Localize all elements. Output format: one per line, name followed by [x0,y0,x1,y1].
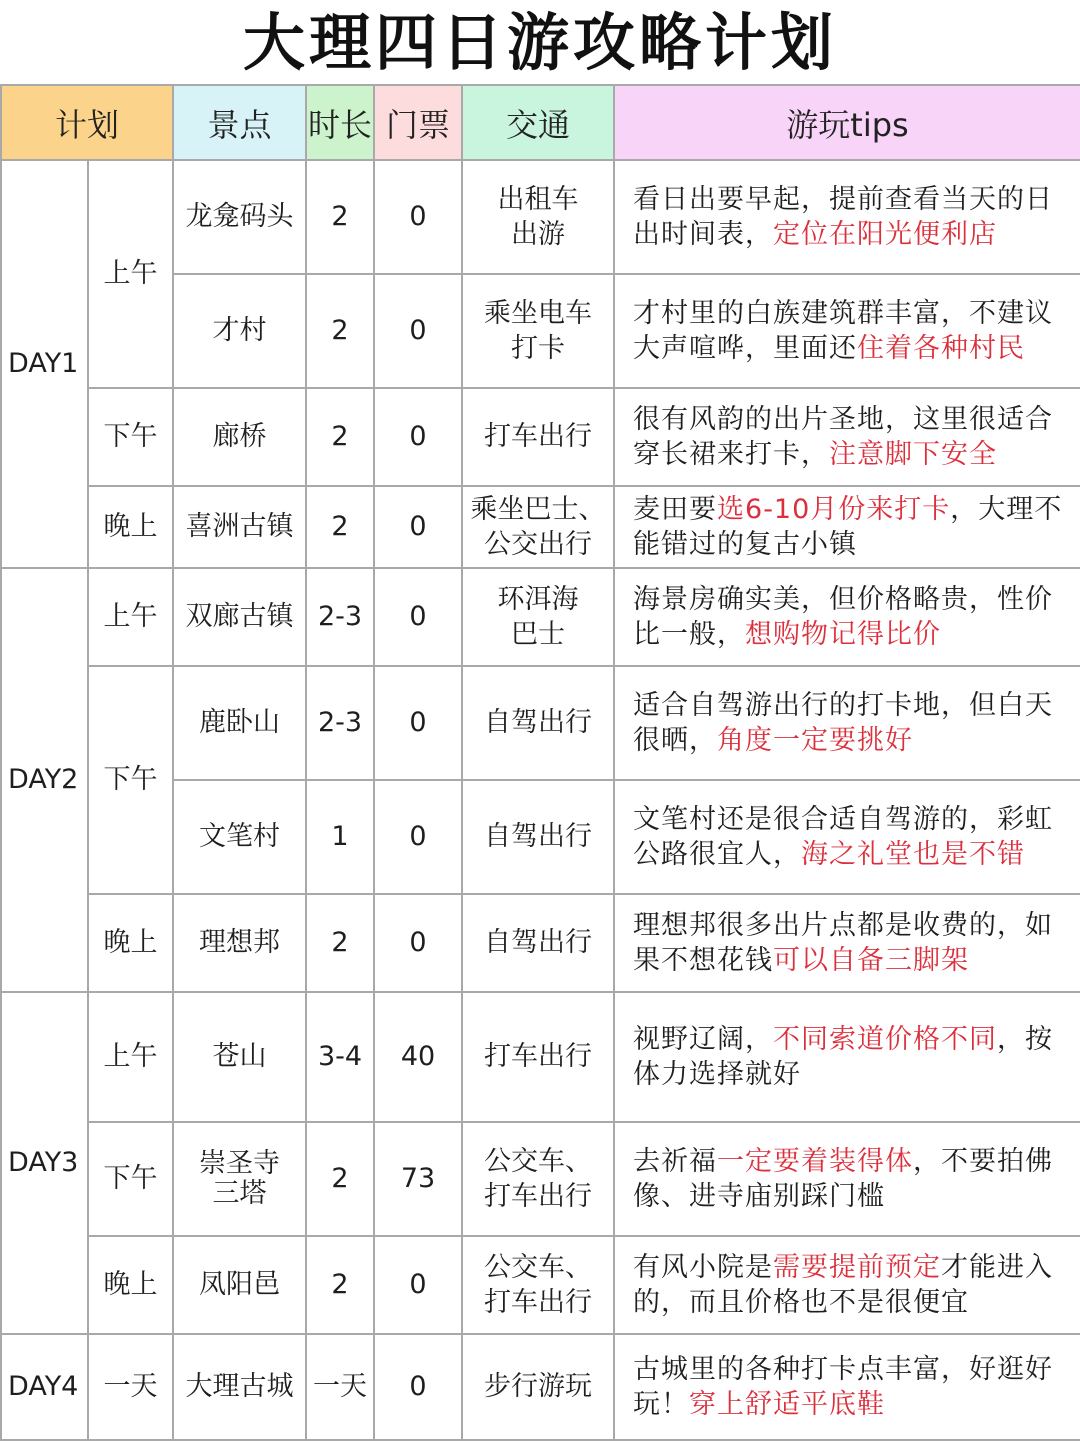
spot-name: 理想邦 [173,894,306,992]
transport-line: 巴士 [511,619,566,650]
tips-plain: 古城里的各种打卡点丰富，好逛好玩！ [633,1353,1054,1420]
tips-plain: 适合自驾游出行的打卡地，但白天很晒， [633,689,1054,756]
spot-name-line: 三塔 [212,1178,267,1209]
ticket-value: 0 [374,568,462,666]
tips-highlight: 想购物记得比价 [745,619,942,650]
spot-name: 凤阳邑 [173,1236,306,1334]
table-row [1,992,1080,1122]
transport-value [462,486,614,568]
period-label: 下午 [88,388,173,486]
transport-line: 公交车、 [484,1251,593,1283]
day-label: DAY4 [1,1334,88,1440]
tips-plain: 视野辽阔， [633,1023,774,1055]
table-row [1,1236,1080,1334]
table-row [1,1334,1080,1440]
ticket-value: 0 [374,780,462,894]
tips-highlight: 一定要着装得体 [717,1145,914,1177]
table-row [1,894,1080,992]
duration-value: 2-3 [306,666,374,780]
spot-name: 才村 [173,274,306,388]
transport-value [462,1236,614,1334]
duration-value: 2 [306,274,374,388]
tips-plain: ，按体力选择就好 [633,1023,1054,1090]
duration-value: 2-3 [306,568,374,666]
transport-line: 乘坐电车 [484,297,593,329]
tips-highlight: 不同索道价格不同 [773,1023,998,1055]
duration-value: 2 [306,1236,374,1334]
period-label: 上午 [88,568,173,666]
period-label: 晚上 [88,894,173,992]
transport-line: 乘坐巴士、 [470,493,606,525]
transport-line: 打车出行 [484,1287,593,1318]
period-label: 上午 [88,160,173,388]
transport-value [462,568,614,666]
duration-value: 1 [306,780,374,894]
tips-plain: 才村里的白族建筑群丰富，不建议大声喧哗，里面还 [633,297,1054,364]
transport-value [462,388,614,486]
transport-line: 公交车、 [484,1145,593,1177]
tips-plain: 海景房确实美，但价格略贵，性价比一般， [633,583,1054,650]
tips-text [614,894,1080,992]
ticket-value: 0 [374,666,462,780]
spot-name: 苍山 [173,992,306,1122]
tips-plain: 去祈福 [633,1145,718,1177]
period-label: 下午 [88,1122,173,1236]
period-label: 晚上 [88,1236,173,1334]
tips-text [614,1334,1080,1440]
tips-plain: 理想邦很多出片点都是收费的，如果不想花钱 [633,909,1054,976]
tips-plain: 看日出要早起，提前查看当天的日出时间表， [633,183,1054,250]
header-ticket: 门票 [374,85,462,160]
duration-value: 2 [306,894,374,992]
transport-line: 出游 [511,219,566,250]
tips-text [614,666,1080,780]
duration-value: 一天 [306,1334,374,1440]
itinerary-table [0,84,1080,1441]
duration-value: 2 [306,160,374,274]
tips-plain: 文笔村还是很合适自驾游的，彩虹公路很宜人， [633,803,1054,870]
tips-plain: ，大理不能错过的复古小镇 [633,493,1063,560]
transport-line: 自驾出行 [484,821,593,853]
tips-plain: 才能进入的，而且价格也不是很便宜 [633,1251,1054,1318]
transport-value [462,666,614,780]
tips-highlight: 定位在阳光便利店 [773,219,998,250]
tips-highlight: 角度一定要挑好 [717,725,914,756]
transport-value [462,274,614,388]
header-duration: 时长 [306,85,374,160]
spot-name: 大理古城 [173,1334,306,1440]
day-label: DAY3 [1,992,88,1334]
header-tips: 游玩tips [614,85,1080,160]
transport-value [462,780,614,894]
tips-highlight: 海之礼堂也是不错 [801,839,1026,870]
tips-plain: ，不要拍佛像、进寺庙别踩门槛 [633,1145,1054,1212]
tips-text [614,780,1080,894]
table-row [1,388,1080,486]
day-label: DAY1 [1,160,88,568]
transport-line: 打车出行 [484,1041,593,1073]
page-title: 大理四日游攻略计划 [242,6,837,79]
header-transport: 交通 [462,85,614,160]
ticket-value: 0 [374,1236,462,1334]
spot-name: 廊桥 [173,388,306,486]
tips-plain: 麦田要 [633,493,718,525]
duration-value: 2 [306,1122,374,1236]
header-spot: 景点 [173,85,306,160]
transport-line: 打卡 [511,333,566,364]
table-row [1,1122,1080,1236]
header-plan: 计划 [1,85,173,160]
transport-value [462,1334,614,1440]
tips-text [614,992,1080,1122]
tips-highlight: 可以自备三脚架 [773,945,970,976]
transport-line: 打车出行 [484,1181,593,1212]
ticket-value: 40 [374,992,462,1122]
tips-text [614,1236,1080,1334]
tips-highlight: 需要提前预定 [773,1251,942,1283]
transport-line: 公交出行 [484,529,593,560]
duration-value: 3-4 [306,992,374,1122]
tips-plain: 有风小院是 [633,1251,774,1283]
tips-highlight: 住着各种村民 [857,333,1026,364]
tips-text [614,274,1080,388]
spot-name: 鹿卧山 [173,666,306,780]
transport-value [462,160,614,274]
tips-text [614,160,1080,274]
day-label: DAY2 [1,568,88,992]
spot-name: 文笔村 [173,780,306,894]
table-row [1,568,1080,666]
tips-highlight: 穿上舒适平底鞋 [689,1389,886,1420]
tips-highlight: 注意脚下安全 [829,439,998,470]
tips-text [614,568,1080,666]
duration-value: 2 [306,486,374,568]
spot-name-line: 崇圣寺 [199,1148,281,1179]
tips-text [614,1122,1080,1236]
spot-name: 双廊古镇 [173,568,306,666]
transport-value [462,894,614,992]
tips-text [614,486,1080,568]
duration-value: 2 [306,388,374,486]
ticket-value: 0 [374,388,462,486]
ticket-value: 0 [374,160,462,274]
header-row [1,85,1080,160]
transport-line: 自驾出行 [484,927,593,959]
ticket-value: 0 [374,274,462,388]
table-row [1,666,1080,780]
transport-line: 打车出行 [484,421,593,453]
transport-value [462,1122,614,1236]
period-label: 下午 [88,666,173,894]
transport-line: 步行游玩 [484,1371,593,1403]
tips-text [614,388,1080,486]
spot-name: 龙龛码头 [173,160,306,274]
ticket-value: 0 [374,1334,462,1440]
tips-plain: 很有风韵的出片圣地，这里很适合穿长裙来打卡， [633,403,1054,470]
spot-name [173,1122,306,1236]
ticket-value: 0 [374,894,462,992]
period-label: 晚上 [88,486,173,568]
spot-name: 喜洲古镇 [173,486,306,568]
period-label: 一天 [88,1334,173,1440]
transport-line: 环洱海 [497,583,579,615]
transport-value [462,992,614,1122]
transport-line: 出租车 [497,183,579,215]
ticket-value: 0 [374,486,462,568]
ticket-value: 73 [374,1122,462,1236]
transport-line: 自驾出行 [484,707,593,739]
tips-highlight: 选6-10月份来打卡 [717,493,951,525]
table-row [1,486,1080,568]
table-row [1,160,1080,274]
period-label: 上午 [88,992,173,1122]
